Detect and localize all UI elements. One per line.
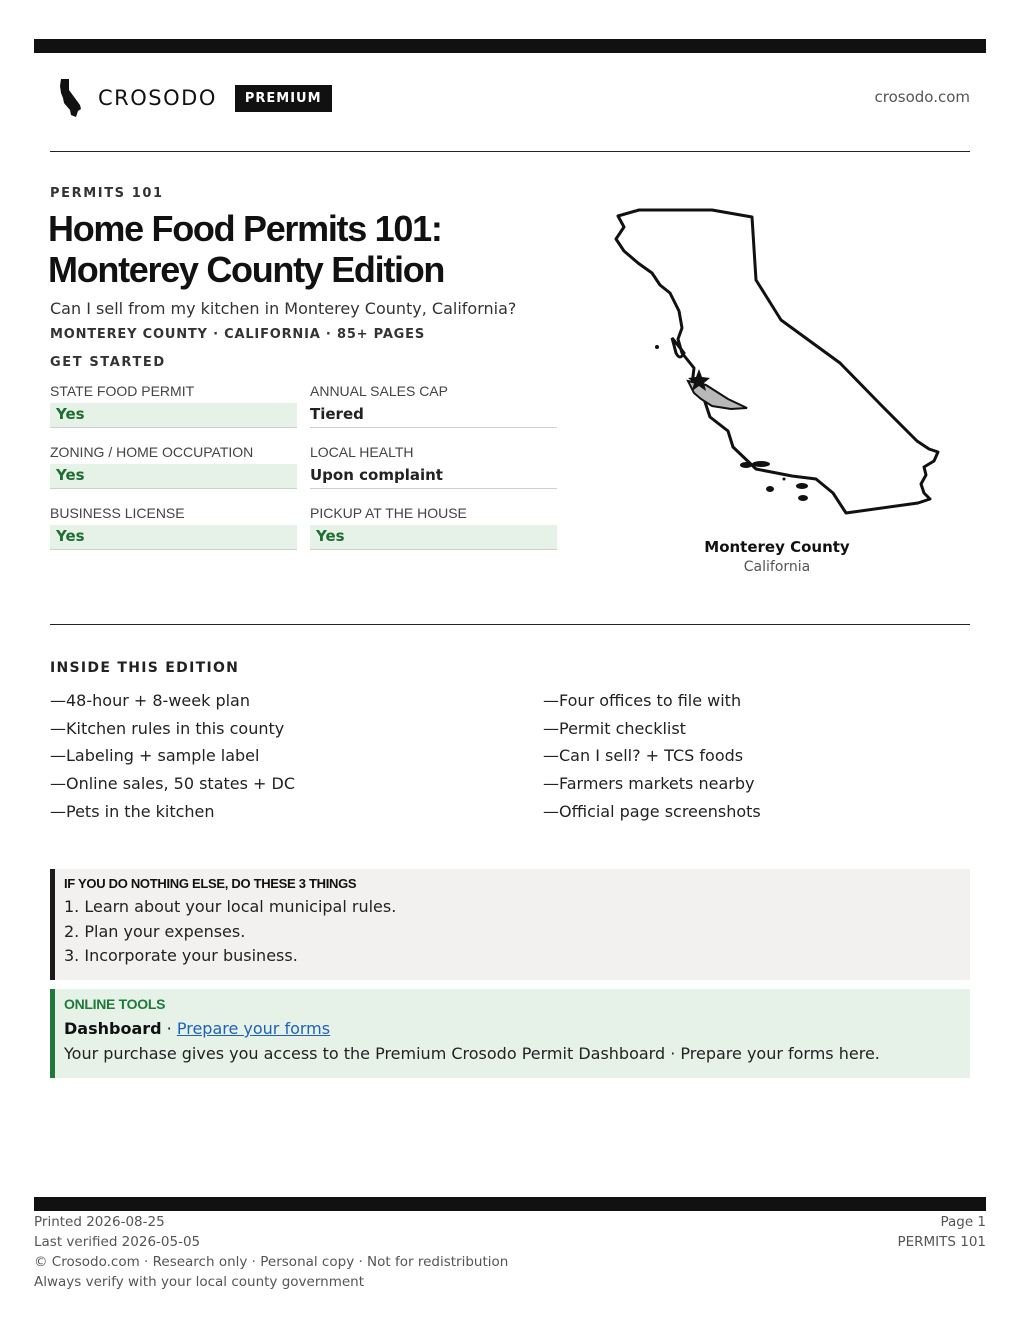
page-header bbox=[50, 70, 970, 122]
bottom-bar bbox=[34, 1197, 986, 1211]
fact-value: Yes bbox=[50, 403, 297, 428]
section-divider bbox=[50, 624, 970, 625]
california-outline bbox=[616, 210, 938, 513]
toc-item: —Farmers markets nearby bbox=[543, 774, 755, 794]
channel-island bbox=[752, 461, 770, 467]
channel-island bbox=[766, 486, 774, 492]
brand-logo[interactable] bbox=[58, 78, 332, 118]
california-state-icon bbox=[58, 78, 84, 118]
section-eyebrow: PERMITS 101 bbox=[50, 186, 164, 201]
toc-item: —Four offices to file with bbox=[543, 691, 742, 710]
dashboard-description: Your purchase gives you access to the Premium Crosodo Permit Dashboard · Prepare your forms here. bbox=[64, 1044, 880, 1063]
online-tools-box bbox=[50, 989, 970, 1078]
three-things-callout bbox=[50, 869, 970, 980]
fact-business-license bbox=[50, 504, 299, 565]
callout-item: 3. Incorporate your business. bbox=[64, 946, 298, 965]
island-dot bbox=[655, 345, 659, 349]
toc-left-column bbox=[50, 687, 295, 826]
channel-island bbox=[796, 483, 808, 489]
fact-pickup bbox=[310, 504, 559, 565]
page-subtitle: Can I sell from my kitchen in Monterey County, California? bbox=[50, 299, 517, 318]
title-line-2: Monterey County Edition bbox=[48, 249, 445, 290]
top-bar bbox=[34, 39, 986, 53]
fact-value: Yes bbox=[50, 464, 297, 489]
page-number: Page 1 bbox=[940, 1214, 986, 1230]
fact-zoning bbox=[50, 443, 299, 504]
fact-state-food-permit bbox=[50, 382, 299, 443]
toc-item: —48-hour + 8-week plan bbox=[50, 691, 250, 710]
printed-date: Printed 2026-08-25 bbox=[34, 1214, 165, 1230]
toc-item: —Online sales, 50 states + DC bbox=[50, 774, 296, 794]
toc-item: —Permit checklist bbox=[543, 718, 686, 738]
dashboard-separator: · bbox=[161, 1019, 177, 1038]
online-tools-heading: ONLINE TOOLS bbox=[64, 996, 166, 1012]
page-title bbox=[48, 208, 588, 290]
channel-island bbox=[740, 462, 752, 468]
callout-heading: IF YOU DO NOTHING ELSE, DO THESE 3 THINGS bbox=[64, 876, 357, 891]
fact-label: PICKUP AT THE HOUSE bbox=[310, 505, 467, 521]
title-line-1: Home Food Permits 101: bbox=[48, 208, 442, 249]
fact-label: ZONING / HOME OCCUPATION bbox=[50, 444, 254, 460]
fact-label: BUSINESS LICENSE bbox=[50, 505, 185, 521]
fact-label: ANNUAL SALES CAP bbox=[310, 383, 448, 399]
site-url[interactable]: crosodo.com bbox=[874, 88, 970, 106]
prepare-forms-link[interactable]: Prepare your forms bbox=[176, 1019, 331, 1038]
channel-island bbox=[798, 495, 808, 501]
header-divider bbox=[50, 151, 970, 152]
dashboard-label: Dashboard bbox=[64, 1019, 162, 1038]
toc-item: —Pets in the kitchen bbox=[50, 801, 215, 821]
toc-item: —Kitchen rules in this county bbox=[50, 718, 285, 738]
fact-annual-sales-cap bbox=[310, 382, 559, 443]
california-county-map bbox=[606, 203, 950, 521]
permit-facts-grid bbox=[50, 382, 559, 565]
callout-item: 1. Learn about your local municipal rules. bbox=[64, 897, 397, 916]
inside-edition-heading: INSIDE THIS EDITION bbox=[50, 660, 240, 676]
fact-label: STATE FOOD PERMIT bbox=[50, 383, 195, 399]
brand-name: CROSODO bbox=[98, 86, 217, 110]
footer-section: PERMITS 101 bbox=[897, 1234, 986, 1250]
island-dot bbox=[783, 478, 786, 481]
edition-meta: MONTEREY COUNTY · CALIFORNIA · 85+ PAGES bbox=[50, 327, 425, 342]
verify-disclaimer: Always verify with your local county government bbox=[34, 1274, 364, 1290]
fact-value: Tiered bbox=[310, 403, 557, 428]
fact-local-health bbox=[310, 443, 559, 504]
map-county-name: Monterey County bbox=[704, 538, 850, 556]
toc-right-column bbox=[543, 687, 761, 826]
callout-item: 2. Plan your expenses. bbox=[64, 921, 246, 941]
toc-item: —Labeling + sample label bbox=[50, 746, 260, 766]
map-state-name: California bbox=[743, 559, 811, 575]
fact-value: Upon complaint bbox=[310, 464, 557, 489]
get-started-heading: GET STARTED bbox=[50, 355, 166, 370]
fact-value: Yes bbox=[50, 525, 297, 550]
footer-left bbox=[34, 1212, 508, 1292]
fact-label: LOCAL HEALTH bbox=[310, 444, 414, 460]
footer-right bbox=[897, 1212, 986, 1252]
copyright-notice: © Crosodo.com · Research only · Personal copy · Not for redistribution bbox=[34, 1254, 509, 1270]
dashboard-line bbox=[64, 1017, 970, 1041]
map-caption bbox=[657, 538, 897, 575]
fact-value: Yes bbox=[310, 525, 557, 550]
verified-date: Last verified 2026-05-05 bbox=[34, 1234, 201, 1250]
premium-badge: PREMIUM bbox=[235, 85, 332, 112]
toc-item: —Official page screenshots bbox=[543, 801, 761, 821]
toc-item: —Can I sell? + TCS foods bbox=[543, 746, 744, 766]
